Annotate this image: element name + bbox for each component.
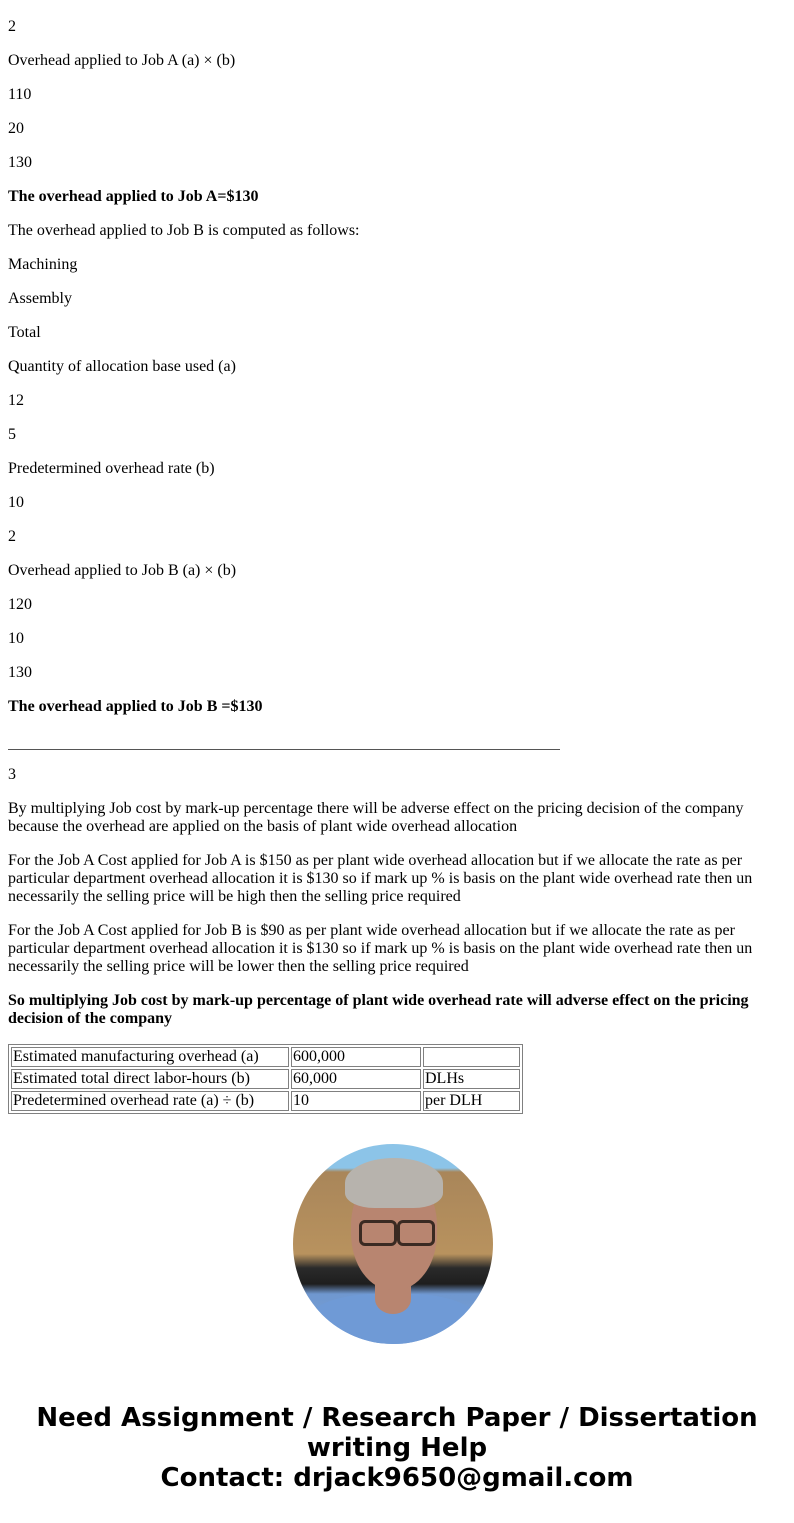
table-row <box>11 1047 520 1067</box>
table-cell: Estimated total direct labor-hours (b) <box>11 1069 289 1089</box>
job-a-overhead-total: 130 <box>8 154 32 171</box>
job-a-overhead-label: Overhead applied to Job A (a) × (b) <box>8 52 236 69</box>
table-cell: DLHs <box>423 1069 520 1089</box>
author-photo-wrap <box>8 1144 778 1344</box>
avatar-glasses-left <box>359 1220 397 1246</box>
job-b-conclusion: The overhead applied to Job B =$130 <box>8 698 263 715</box>
table-cell: Estimated manufacturing overhead (a) <box>11 1047 289 1067</box>
part-3-number: 3 <box>8 766 16 783</box>
document-body <box>8 0 778 1344</box>
table-cell: per DLH <box>423 1091 520 1111</box>
table-row <box>11 1091 520 1111</box>
table-row <box>11 1069 520 1089</box>
job-b-header-total: Total <box>8 324 41 341</box>
job-a-overhead-machining: 110 <box>8 86 32 103</box>
table-cell: 60,000 <box>291 1069 421 1089</box>
job-b-rate-label: Predetermined overhead rate (b) <box>8 460 215 477</box>
job-b-rate-assembly: 2 <box>8 528 16 545</box>
table-cell: 10 <box>291 1091 421 1111</box>
job-b-quantity-label: Quantity of allocation base used (a) <box>8 358 236 375</box>
job-b-intro: The overhead applied to Job B is computed as follows: <box>8 222 360 239</box>
job-b-header-assembly: Assembly <box>8 290 72 307</box>
job-a-rate-machining <box>8 0 778 2</box>
table-cell: 600,000 <box>291 1047 421 1067</box>
job-a-rate-assembly: 2 <box>8 18 16 35</box>
section-divider-wrap <box>8 732 778 750</box>
avatar-hair <box>345 1158 443 1208</box>
job-b-quantity-machining: 12 <box>8 392 24 409</box>
table-cell <box>423 1047 520 1067</box>
job-b-overhead-total: 130 <box>8 664 32 681</box>
table-cell: Predetermined overhead rate (a) ÷ (b) <box>11 1091 289 1111</box>
section-divider <box>8 749 560 750</box>
part-3-conclusion: So multiplying Job cost by mark-up percentage of plant wide overhead rate will adverse effect on the pricing decision of the company <box>8 992 749 1027</box>
part-3-paragraph-2: For the Job A Cost applied for Job A is $150 as per plant wide overhead allocation but if we allocate the rate as per particular department overhead allocation it is $130 so if mark up % is basis on the plant wide overhead rate then un necessarily the selling price will be high then the selling price required <box>8 852 753 905</box>
job-b-header-machining: Machining <box>8 256 78 273</box>
contact-banner <box>0 1403 794 1493</box>
job-b-overhead-assembly: 10 <box>8 630 24 647</box>
part-3-paragraph-1: By multiplying Job cost by mark-up percentage there will be adverse effect on the pricing decision of the company because the overhead are applied on the basis of plant wide overhead allocation <box>8 800 744 835</box>
contact-headline: Need Assignment / Research Paper / Dissertation writing Help <box>36 1403 758 1463</box>
overhead-rate-table <box>8 1044 523 1114</box>
author-avatar <box>293 1144 493 1344</box>
job-a-conclusion: The overhead applied to Job A=$130 <box>8 188 259 205</box>
job-b-overhead-machining: 120 <box>8 596 32 613</box>
contact-email: Contact: drjack9650@gmail.com <box>160 1463 634 1493</box>
job-b-quantity-assembly: 5 <box>8 426 16 443</box>
job-a-overhead-assembly: 20 <box>8 120 24 137</box>
part-3-paragraph-3: For the Job A Cost applied for Job B is $90 as per plant wide overhead allocation but if we allocate the rate as per particular department overhead allocation it is $130 so if mark up % is basis on the plant wide overhead rate then un necessarily the selling price will be lower then the selling price required <box>8 922 753 975</box>
avatar-glasses-right <box>397 1220 435 1246</box>
job-b-rate-machining: 10 <box>8 494 24 511</box>
job-b-overhead-label: Overhead applied to Job B (a) × (b) <box>8 562 237 579</box>
